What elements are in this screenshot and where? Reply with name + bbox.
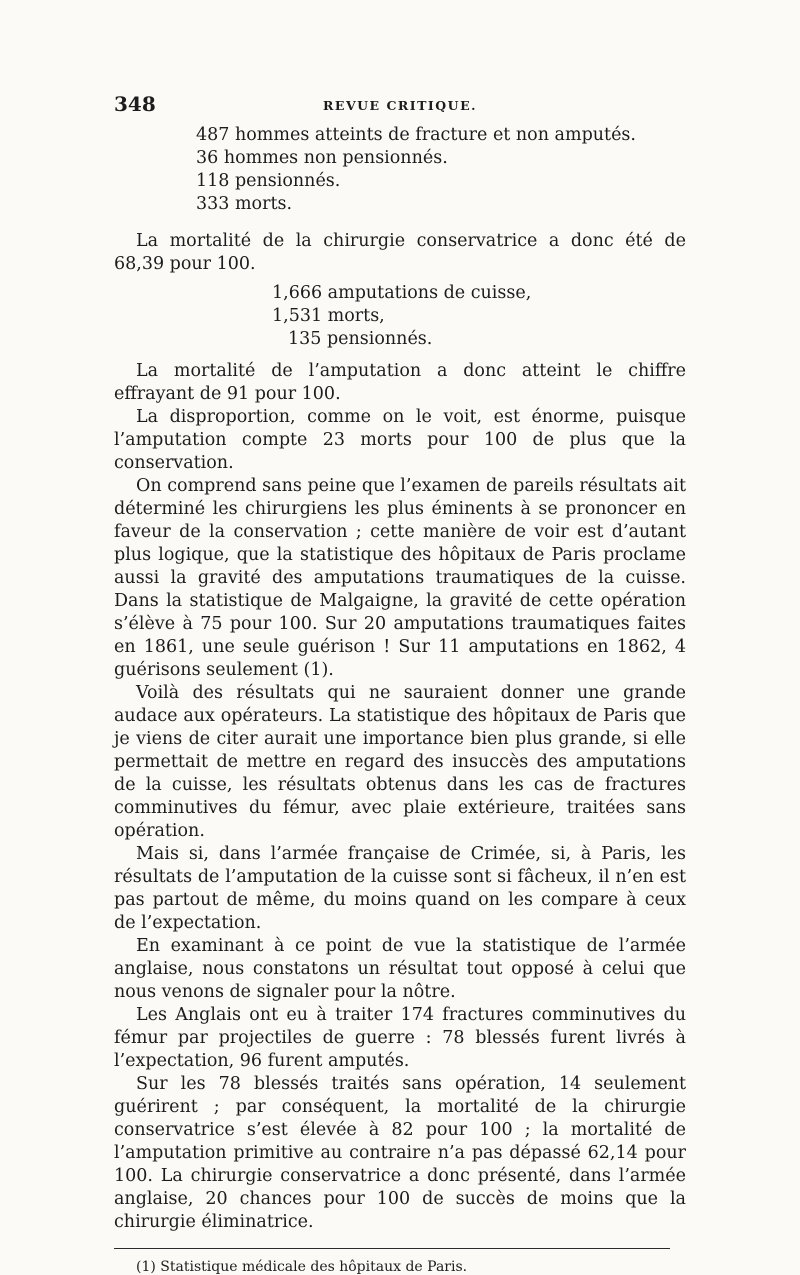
list-item: 118 pensionnés. <box>196 171 341 191</box>
paragraph: Voilà des résultats qui ne sauraient donner une grande audace aux opérateurs. La statistique des hôpitaux de Paris que je viens de citer aurait une importance bien plus grande, si elle permettait de mettre en regard des insuccès des amputations de la cuisse, les résultats obtenus dans les cas de fractures comminutives du fémur, avec plaie extérieure, traitées sans opération. <box>114 683 686 841</box>
paragraph: La mortalité de l’amputation a donc atteint le chiffre effrayant de 91 pour 100. <box>114 361 686 404</box>
page-number: 348 <box>114 92 156 116</box>
list-item: 36 hommes non pensionnés. <box>196 148 448 168</box>
list-item: 1,531 morts, <box>272 306 385 326</box>
statistics-list-conservation <box>196 124 686 216</box>
paragraph: Mais si, dans l’armée française de Crimée, si, à Paris, les résultats de l’amputation de la cuisse sont si fâcheux, il n’en est pas partout de même, du moins quand on les compare à ceux de l’expectation. <box>114 844 686 933</box>
list-item: 1,666 amputations de cuisse, <box>272 283 532 303</box>
page-header <box>114 92 686 118</box>
statistics-list-amputation <box>272 282 686 351</box>
paragraph: On comprend sans peine que l’examen de pareils résultats ait déterminé les chirurgiens les plus éminents à se prononcer en faveur de la conservation ; cette manière de voir est d’autant plus logique, que la statistique des hôpitaux de Paris proclame aussi la gravité des amputations traumatiques de la cuisse. Dans la statistique de Malgaigne, la gravité de cette opération s’élève à 75 pour 100. Sur 20 amputations traumatiques faites en 1861, une seule guérison ! Sur 11 amputations en 1862, 4 guérisons seulement (1). <box>114 476 686 680</box>
paragraph: Sur les 78 blessés traités sans opération, 14 seulement guérirent ; par conséquent, la mortalité de la chirurgie conservatrice s’est élevée à 82 pour 100 ; la mortalité de l’amputation primitive au contraire n’a pas dépassé 62,14 pour 100. La chirurgie conservatrice a donc présenté, dans l’armée anglaise, 20 chances pour 100 de succès de moins que la chirurgie éliminatrice. <box>114 1074 686 1232</box>
footnote: (1) Statistique médicale des hôpitaux de Paris. <box>136 1259 468 1275</box>
footnote-divider <box>114 1248 670 1249</box>
list-item: 487 hommes atteints de fracture et non amputés. <box>196 125 636 145</box>
paragraph: La mortalité de la chirurgie conservatrice a donc été de 68,39 pour 100. <box>114 231 686 274</box>
paragraph: La disproportion, comme on le voit, est énorme, puisque l’amputation compte 23 morts pour 100 de plus que la conservation. <box>114 407 686 473</box>
book-page <box>114 92 686 1275</box>
running-head: REVUE CRITIQUE. <box>323 98 477 113</box>
paragraph: En examinant à ce point de vue la statistique de l’armée anglaise, nous constatons un résultat tout opposé à celui que nous venons de signaler pour la nôtre. <box>114 936 686 1002</box>
list-item: 135 pensionnés. <box>288 329 433 349</box>
list-item: 333 morts. <box>196 194 293 214</box>
paragraph: Les Anglais ont eu à traiter 174 fractures comminutives du fémur par projectiles de guerre : 78 blessés furent livrés à l’expectation, 96 furent amputés. <box>114 1005 686 1071</box>
